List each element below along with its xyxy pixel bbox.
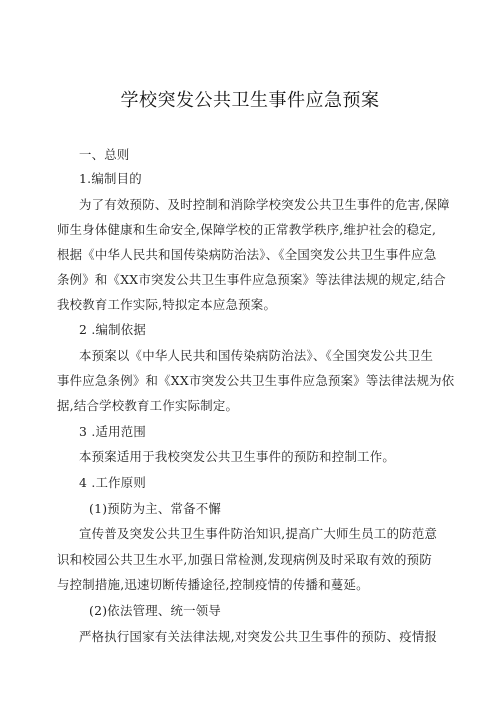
section-heading-general: 一、总则: [79, 147, 130, 162]
subsection-heading-scope: 3 .适用范围: [79, 424, 147, 439]
subsection-heading-principles: 4 .工作原则: [79, 475, 147, 490]
principle-heading-prevention: (1)预防为主、常备不懈: [89, 501, 222, 516]
paragraph-line: 为了有效预防、及时控制和消除学校突发公共卫生事件的危害,保障: [79, 197, 450, 212]
paragraph-line: 事件应急条例》和《XX市突发公共卫生事件应急预案》等法律法规为依: [57, 373, 455, 388]
paragraph-line: 宣传普及突发公共卫生事件防治知识,提高广大师生员工的防范意: [79, 526, 438, 541]
paragraph-line: 严格执行国家有关法律法规,对突发公共卫生事件的预防、疫情报: [79, 629, 438, 644]
paragraph-line: 我校教育工作实际,特拟定本应急预案。: [57, 297, 277, 312]
paragraph-line: 据,结合学校教育工作实际制定。: [57, 398, 239, 413]
paragraph-line: 师生身体健康和生命安全,保障学校的正常教学秩序,维护社会的稳定,: [57, 222, 437, 237]
paragraph-line: 条例》和《XX市突发公共卫生事件应急预案》等法律法规的规定,结合: [57, 272, 446, 287]
paragraph-line: 本预案以《中华人民共和国传染病防治法》、《全国突发公共卫生: [79, 348, 434, 363]
principle-heading-law: (2)依法管理、统一领导: [89, 603, 222, 618]
subsection-heading-basis: 2 .编制依据: [79, 322, 147, 337]
paragraph-line: 与控制措施,迅速切断传播途径,控制疫情的传播和蔓延。: [57, 577, 369, 592]
paragraph-line: 识和校园公共卫生水平,加强日常检测,发现病例及时采取有效的预防: [57, 552, 432, 567]
paragraph-line: 本预案适用于我校突发公共卫生事件的预防和控制工作。: [79, 449, 396, 464]
paragraph-line: 根据《中华人民共和国传染病防治法》、《全国突发公共卫生事件应急: [57, 247, 437, 262]
subsection-heading-purpose: 1.编制目的: [79, 171, 142, 186]
document-title: 学校突发公共卫生事件应急预案: [120, 90, 380, 111]
